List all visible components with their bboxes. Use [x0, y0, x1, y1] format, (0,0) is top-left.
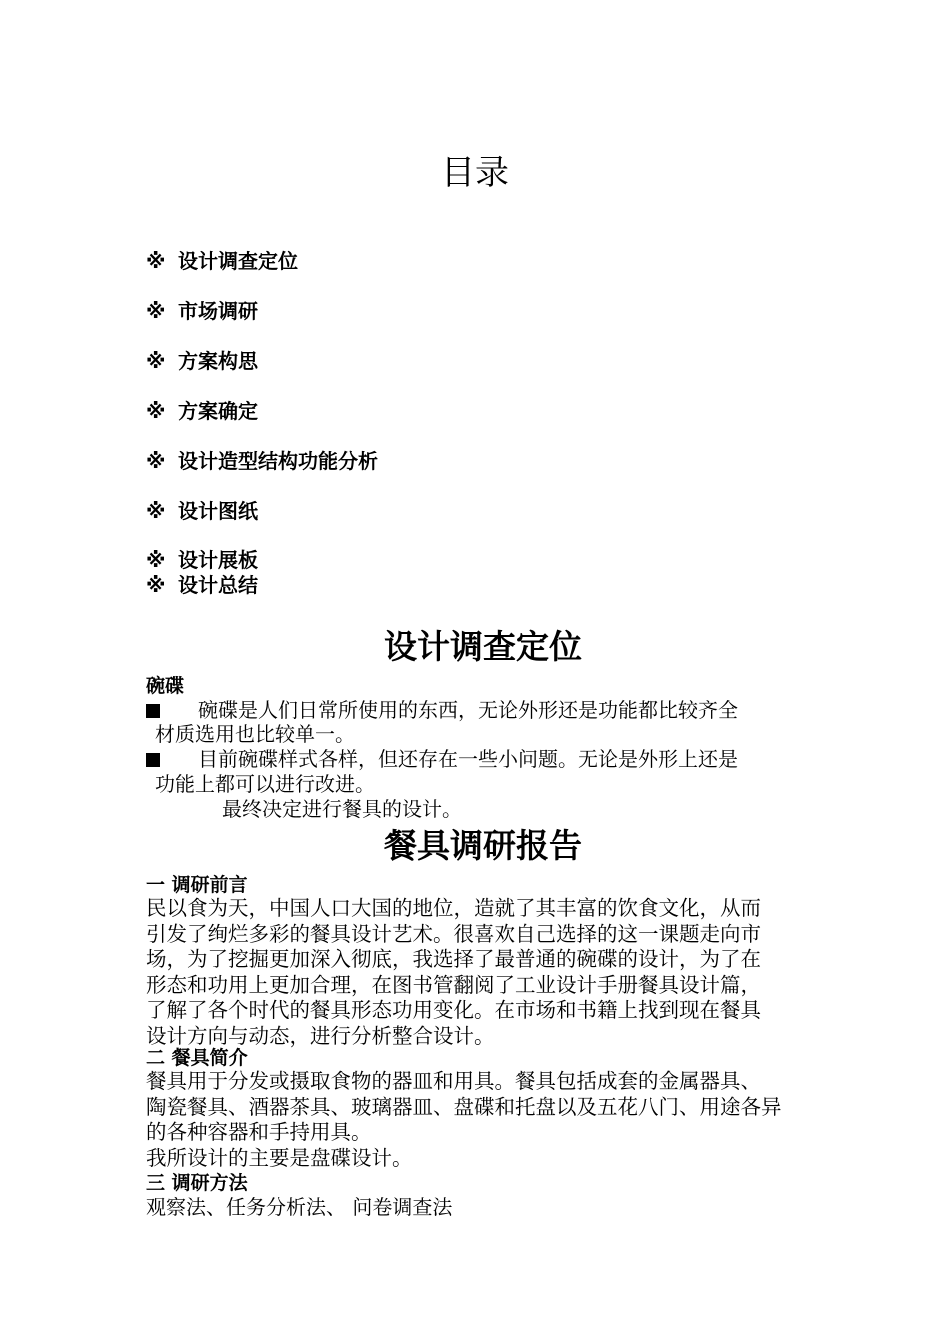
toc-item — [146, 546, 258, 574]
toc-item-label: 方案构思 — [178, 349, 258, 373]
paragraph-line: 场，为了挖掘更加深入彻底，我选择了最普通的碗碟的设计，为了在 — [146, 947, 761, 972]
paragraph-line: 餐具用于分发或摄取食物的器皿和用具。餐具包括成套的金属器具、 — [146, 1069, 761, 1093]
paragraph-line: 形态和功用上更加合理，在图书管翻阅了工业设计手册餐具设计篇， — [146, 972, 761, 997]
paragraph — [146, 896, 810, 1050]
reference-mark-icon: ※ — [146, 499, 166, 523]
bullet-continuation: 功能上都可以进行改进。 — [155, 772, 375, 796]
square-bullet-icon — [146, 753, 160, 767]
paragraph-line: 的各种容器和手持用具。 — [146, 1120, 372, 1145]
reference-mark-icon: ※ — [146, 249, 166, 273]
toc-item-label: 设计造型结构功能分析 — [178, 449, 378, 473]
bullet-text: 目前碗碟样式各样，但还存在一些小问题。无论是外形上还是 — [198, 747, 738, 771]
toc-item — [146, 497, 258, 525]
toc-item-label: 设计总结 — [178, 573, 258, 597]
reference-mark-icon: ※ — [146, 299, 166, 323]
reference-mark-icon: ※ — [146, 449, 166, 473]
square-bullet-icon — [146, 704, 160, 718]
toc-item — [146, 571, 258, 599]
paragraph-line: 民以食为天，中国人口大国的地位，造就了其丰富的饮食文化，从而 — [146, 896, 761, 920]
paragraph: 观察法、任务分析法、 问卷调查法 — [146, 1195, 453, 1219]
toc-item — [146, 347, 258, 375]
toc-item — [146, 397, 258, 425]
paragraph — [146, 1069, 810, 1171]
section-title-tableware-report: 餐具调研报告 — [384, 826, 582, 865]
toc-item — [146, 297, 258, 325]
bullet-continuation: 材质选用也比较单一。 — [155, 722, 355, 746]
bullet-line — [146, 746, 738, 772]
toc-item-label: 市场调研 — [178, 299, 258, 323]
toc-item-label: 设计图纸 — [178, 499, 258, 523]
reference-mark-icon: ※ — [146, 349, 166, 373]
bullet-text: 碗碟是人们日常所使用的东西，无论外形还是功能都比较齐全 — [198, 698, 738, 722]
reference-mark-icon: ※ — [146, 548, 166, 572]
paragraph-line: 引发了绚烂多彩的餐具设计艺术。很喜欢自己选择的这一课题走向市 — [146, 921, 761, 946]
paragraph-line: 陶瓷餐具、酒器茶具、玻璃器皿、盘碟和托盘以及五花八门、用途各异 — [146, 1094, 782, 1119]
paragraph-line: 我所设计的主要是盘碟设计。 — [146, 1145, 413, 1170]
reference-mark-icon: ※ — [146, 399, 166, 423]
bullet-line — [146, 697, 738, 723]
toc-title: 目录 — [441, 153, 509, 193]
part-heading: 一 调研前言 — [146, 874, 248, 896]
paragraph-line: 了解了各个时代的餐具形态功用变化。在市场和书籍上找到现在餐具 — [146, 998, 761, 1023]
part-heading: 三 调研方法 — [146, 1172, 248, 1194]
part-heading: 二 餐具简介 — [146, 1047, 248, 1069]
toc-item-label: 方案确定 — [178, 399, 258, 423]
conclusion-text: 最终决定进行餐具的设计。 — [222, 797, 462, 821]
toc-item-label: 设计展板 — [178, 548, 258, 572]
section-subtitle: 碗碟 — [146, 675, 185, 697]
reference-mark-icon: ※ — [146, 573, 166, 597]
toc-item — [146, 447, 378, 475]
section-title-design-research: 设计调查定位 — [384, 627, 582, 666]
paragraph-line: 设计方向与动态，进行分析整合设计。 — [146, 1023, 495, 1048]
toc-item — [146, 247, 298, 275]
toc-item-label: 设计调查定位 — [178, 249, 298, 273]
